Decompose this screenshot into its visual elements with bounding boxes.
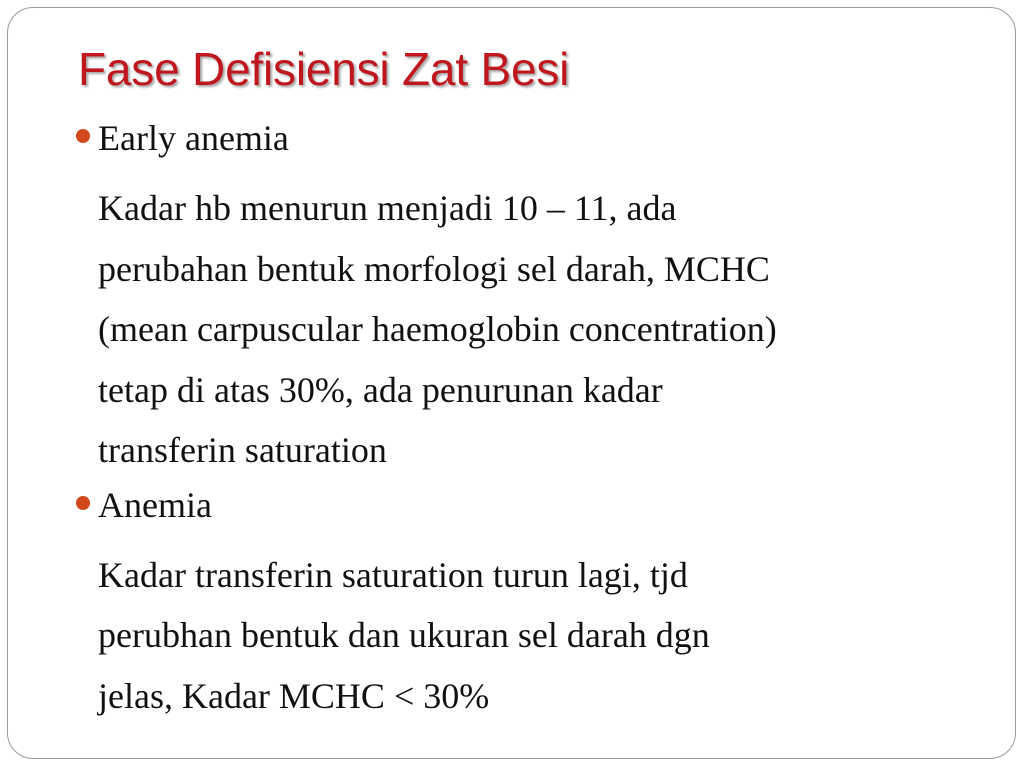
description-line: Kadar hb menurun menjadi 10 – 11, ada: [98, 188, 677, 228]
description-line: perubhan bentuk dan ukuran sel darah dgn: [98, 615, 710, 655]
description-line: jelas, Kadar MCHC < 30%: [98, 675, 490, 716]
description-line: (mean carpuscular haemoglobin concentration): [98, 309, 777, 349]
description-line: tetap di atas 30%, ada penurunan kadar: [98, 369, 663, 410]
description-line: Kadar transferin saturation turun lagi, tjd: [98, 554, 688, 595]
bullet-item-early-anemia: [76, 116, 976, 160]
round-bullet-icon: [76, 496, 90, 510]
slide-title: Fase Defisiensi Zat Besi: [78, 43, 570, 95]
slide-content: [76, 116, 976, 726]
bullet-heading: Anemia: [98, 484, 212, 525]
bullet-heading: Early anemia: [98, 118, 289, 158]
bullet-description: [76, 545, 976, 727]
bullet-item-anemia: [76, 483, 976, 527]
description-line: transferin saturation: [98, 430, 387, 470]
bullet-description: [76, 178, 976, 481]
description-line: perubahan bentuk morfologi sel darah, MCHC: [98, 248, 770, 289]
round-bullet-icon: [76, 129, 90, 143]
